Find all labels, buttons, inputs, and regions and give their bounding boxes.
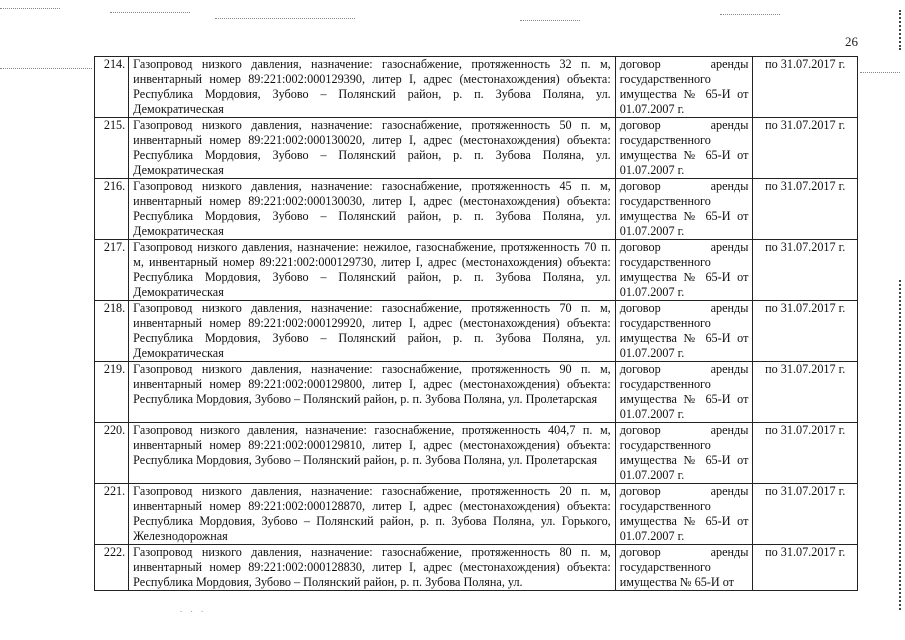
row-number: 222. xyxy=(95,545,129,591)
table-row xyxy=(95,179,858,240)
scan-artifact-line xyxy=(720,14,780,15)
scan-artifact-line xyxy=(215,18,355,19)
row-number: 221. xyxy=(95,484,129,545)
table-row xyxy=(95,484,858,545)
scan-artifact-line xyxy=(0,68,92,69)
row-number: 216. xyxy=(95,179,129,240)
row-term: по 31.07.2017 г. xyxy=(753,118,858,179)
scan-artifact-line xyxy=(860,72,900,73)
scan-artifact-line xyxy=(0,8,60,9)
row-description: Газопровод низкого давления, назначение: нежилое, газоснабжение, протяженность 70 п. м, инвентарный номер 89:221:002:000129730, литер I, адрес (местонахождения) объекта: Республика Мордовия, Зубово – Полянский район, р. п. Зубова Поляна, ул. Демократическая xyxy=(129,240,616,301)
table-row xyxy=(95,57,858,118)
row-basis: договор аренды государственного имущества № 65-И от 01.07.2007 г. xyxy=(615,179,753,240)
row-basis: договор аренды государственного имущества № 65-И от 01.07.2007 г. xyxy=(615,301,753,362)
row-basis: договор аренды государственного имущества № 65-И от 01.07.2007 г. xyxy=(615,362,753,423)
row-number: 218. xyxy=(95,301,129,362)
scan-artifact-line xyxy=(520,20,580,21)
row-term: по 31.07.2017 г. xyxy=(753,179,858,240)
row-basis: договор аренды государственного имущества № 65-И от 01.07.2007 г. xyxy=(615,240,753,301)
table-row xyxy=(95,423,858,484)
binding-margin-mark xyxy=(889,10,901,50)
row-description: Газопровод низкого давления, назначение: газоснабжение, протяженность 50 п. м, инвентарный номер 89:221:002:000130020, литер I, адрес (местонахождения) объекта: Республика Мордовия, Зубово – Полянский район, р. п. Зубова Поляна, ул. Демократическая xyxy=(129,118,616,179)
row-basis: договор аренды государственного имущества № 65-И от 01.07.2007 г. xyxy=(615,484,753,545)
row-term: по 31.07.2017 г. xyxy=(753,484,858,545)
page-number: 26 xyxy=(845,34,858,49)
row-description: Газопровод низкого давления, назначение: газоснабжение, протяженность 32 п. м, инвентарный номер 89:221:002:000129390, литер I, адрес (местонахождения) объекта: Республика Мордовия, Зубово – Полянский район, р. п. Зубова Поляна, ул. Демократическая xyxy=(129,57,616,118)
table-row xyxy=(95,240,858,301)
row-description: Газопровод низкого давления, назначение: газоснабжение, протяженность 70 п. м, инвентарный номер 89:221:002:000129920, литер I, адрес (местонахождения) объекта: Республика Мордовия, Зубово – Полянский район, р. п. Зубова Поляна, ул. Демократическая xyxy=(129,301,616,362)
table-row xyxy=(95,545,858,591)
binding-margin-mark xyxy=(889,280,901,610)
row-basis: договор аренды государственного имущества № 65-И от 01.07.2007 г. xyxy=(615,118,753,179)
row-description: Газопровод низкого давления, назначение: газоснабжение, протяженность 20 п. м, инвентарный номер 89:221:002:000128870, литер I, адрес (местонахождения) объекта: Республика Мордовия, Зубово – Полянский район, р. п. Зубова Поляна, ул. Горького, Железнодорожная xyxy=(129,484,616,545)
row-basis: договор аренды государственного имущества № 65-И от 01.07.2007 г. xyxy=(615,57,753,118)
row-description: Газопровод низкого давления, назначение: газоснабжение, протяженность 80 п. м, инвентарный номер 89:221:002:000128830, литер I, адрес (местонахождения) объекта: Республика Мордовия, Зубово – Полянский район, р. п. Зубова Поляна, ул. xyxy=(129,545,616,591)
table-row xyxy=(95,301,858,362)
table-row xyxy=(95,362,858,423)
row-term: по 31.07.2017 г. xyxy=(753,240,858,301)
table-body xyxy=(95,57,858,591)
row-term: по 31.07.2017 г. xyxy=(753,545,858,591)
row-number: 220. xyxy=(95,423,129,484)
row-term: по 31.07.2017 г. xyxy=(753,423,858,484)
scan-artifact-dots: . . . xyxy=(180,604,207,614)
row-number: 219. xyxy=(95,362,129,423)
row-number: 215. xyxy=(95,118,129,179)
row-description: Газопровод низкого давления, назначение: газоснабжение, протяженность 45 п. м, инвентарный номер 89:221:002:000130030, литер I, адрес (местонахождения) объекта: Республика Мордовия, Зубово – Полянский район, р. п. Зубова Поляна, ул. Демократическая xyxy=(129,179,616,240)
row-term: по 31.07.2017 г. xyxy=(753,301,858,362)
row-number: 214. xyxy=(95,57,129,118)
row-description: Газопровод низкого давления, назначение: газоснабжение, протяженность 90 п. м, инвентарный номер 89:221:002:000129800, литер I, адрес (местонахождения) объекта: Республика Мордовия, Зубово – Полянский район, р. п. Зубова Поляна, ул. Пролетарская xyxy=(129,362,616,423)
row-term: по 31.07.2017 г. xyxy=(753,57,858,118)
scan-artifact-line xyxy=(110,12,190,13)
property-table xyxy=(94,56,858,591)
row-term: по 31.07.2017 г. xyxy=(753,362,858,423)
row-description: Газопровод низкого давления, назначение: газоснабжение, протяженность 404,7 п. м, инвентарный номер 89:221:002:000129810, литер I, адрес (местонахождения) объекта: Республика Мордовия, Зубово – Полянский район, р. п. Зубова Поляна, ул. Пролетарская xyxy=(129,423,616,484)
row-basis: договор аренды государственного имущества № 65-И от 01.07.2007 г. xyxy=(615,423,753,484)
row-basis: договор аренды государственного имущества № 65-И от xyxy=(615,545,753,591)
table-row xyxy=(95,118,858,179)
row-number: 217. xyxy=(95,240,129,301)
